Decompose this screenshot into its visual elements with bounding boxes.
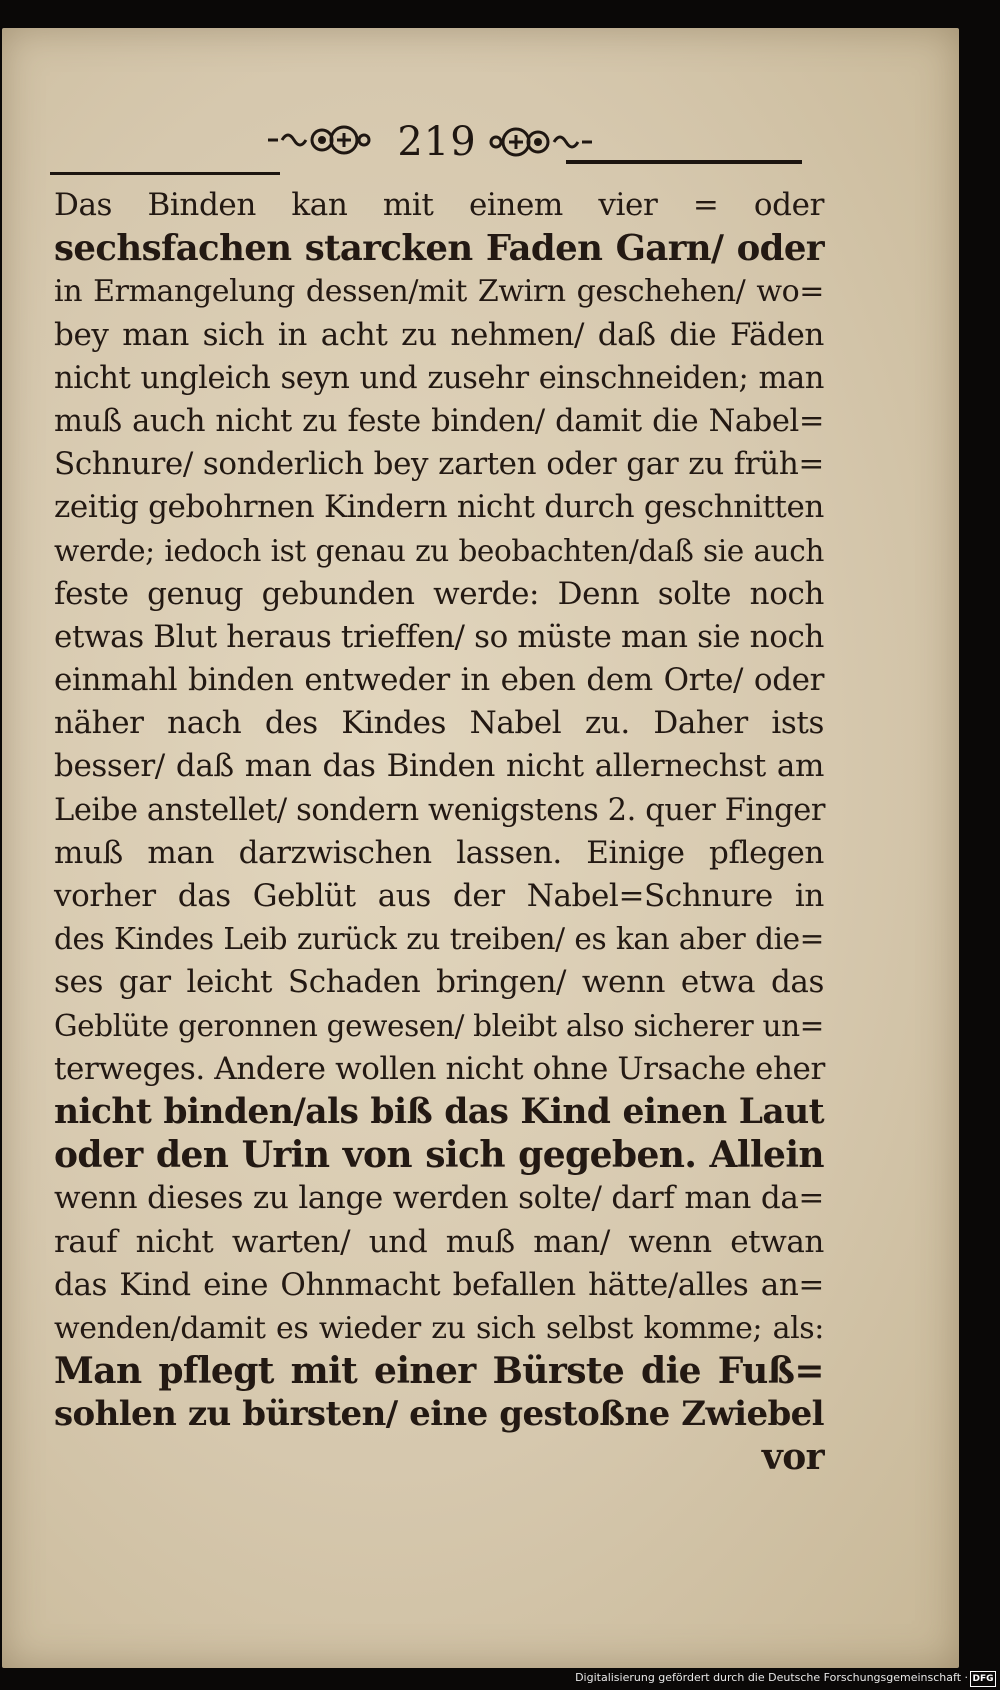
- text-line: Man pflegt mit einer Bürste die Fuß=: [54, 1350, 824, 1393]
- scanned-page: [2, 28, 959, 1668]
- text-line: Geblüte geronnen gewesen/ bleibt also sicherer un=: [54, 1008, 824, 1043]
- text-line: Leibe anstellet/ sondern wenigstens 2. quer Finger: [54, 792, 826, 828]
- text-line: feste genug gebunden werde: Denn solte noch: [54, 575, 824, 612]
- text-line: vor: [761, 1436, 824, 1479]
- text-line: in Ermangelung dessen/mit Zwirn geschehen/ wo=: [54, 274, 824, 310]
- header-rule-right: [566, 160, 802, 164]
- text-line: muß man darzwischen lassen. Einige pflegen: [54, 834, 824, 871]
- text-line: nicht binden/als biß das Kind einen Laut: [54, 1091, 824, 1132]
- text-line: besser/ daß man das Binden nicht allernechst am: [54, 748, 824, 785]
- text-line: wenn dieses zu lange werden solte/ darf man da=: [54, 1180, 824, 1217]
- text-line: Schnure/ sonderlich bey zarten oder gar zu früh=: [54, 446, 824, 483]
- text-line: des Kindes Leib zurück zu treiben/ es kan aber die=: [54, 922, 824, 957]
- text-line: oder den Urin von sich gegeben. Allein: [54, 1134, 824, 1177]
- fleuron-ornament-left-icon: [264, 120, 374, 166]
- text-line: das Kind eine Ohnmacht befallen hätte/alles an=: [54, 1266, 824, 1303]
- text-line: terweges. Andere wollen nicht ohne Ursache eher: [54, 1050, 825, 1087]
- text-line: Das Binden kan mit einem vier = oder: [54, 187, 824, 223]
- text-line: vorher das Geblüt aus der Nabel=Schnure in: [54, 878, 824, 914]
- text-line: rauf nicht warten/ und muß man/ wenn etwan: [54, 1223, 824, 1260]
- body-text: [54, 184, 824, 1480]
- text-line: sechsfachen starcken Faden Garn/ oder: [54, 228, 824, 270]
- text-line: ses gar leicht Schaden bringen/ wenn etwa das: [54, 964, 824, 1001]
- footer-bar: [0, 1668, 1000, 1690]
- text-line: etwas Blut heraus trieffen/ so müste man sie noch: [54, 618, 824, 655]
- page-header: [2, 120, 959, 176]
- text-line: einmahl binden entweder in eben dem Orte/ oder: [54, 662, 824, 699]
- digitization-credit: Digitalisierung gefördert durch die Deutsche Forschungsgemeinschaft ·: [575, 1671, 968, 1684]
- text-line: nicht ungleich seyn und zusehr einschneiden; man: [54, 360, 824, 396]
- text-line: werde; iedoch ist genau zu beobachten/daß sie auch: [54, 533, 824, 568]
- text-line: zeitig gebohrnen Kindern nicht durch geschnitten: [54, 489, 824, 526]
- text-line: muß auch nicht zu feste binden/ damit die Nabel=: [54, 403, 824, 439]
- page-number: 219: [397, 119, 477, 165]
- text-line: sohlen zu bürsten/ eine gestoßne Zwiebel: [54, 1394, 824, 1435]
- dfg-logo: DFG: [970, 1671, 996, 1687]
- header-rule-left: [50, 172, 280, 175]
- text-line: näher nach des Kindes Nabel zu. Daher ists: [54, 705, 824, 742]
- text-line: bey man sich in acht zu nehmen/ daß die Fäden: [54, 316, 824, 353]
- text-line: wenden/damit es wieder zu sich selbst komme; als:: [54, 1310, 824, 1346]
